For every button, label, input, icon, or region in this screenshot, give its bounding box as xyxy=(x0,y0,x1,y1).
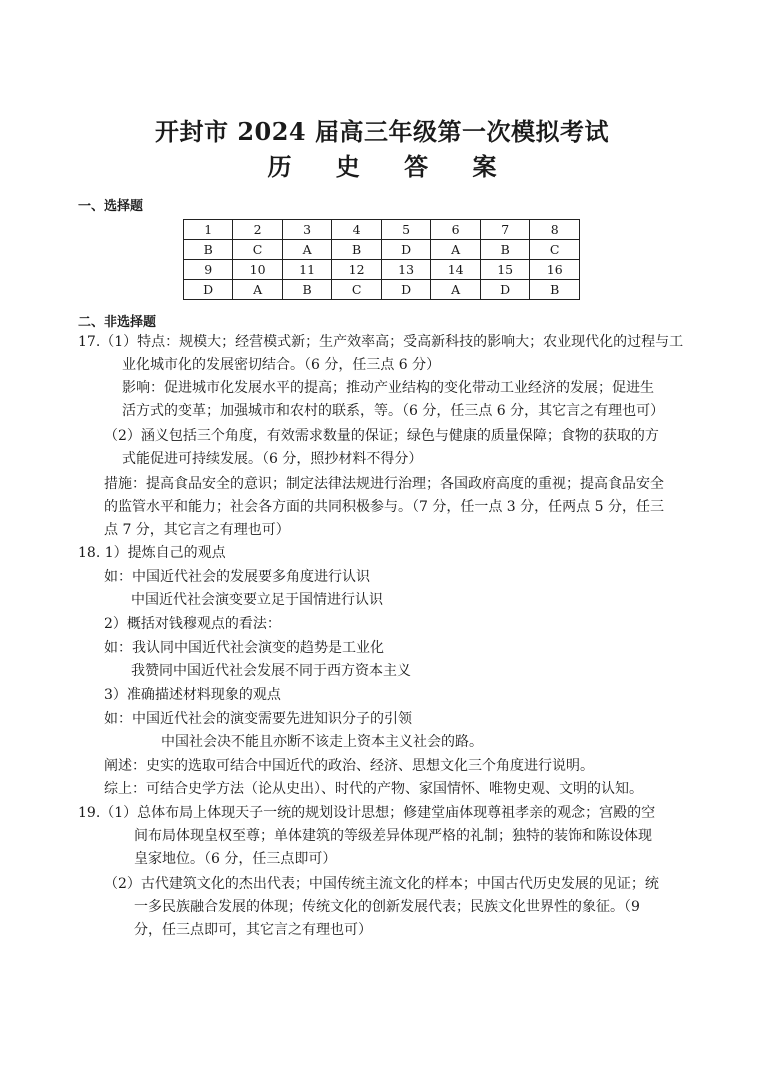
q18-line: 2）概括对钱穆观点的看法： xyxy=(104,616,281,632)
q18-line: 中国社会决不能且亦断不该走上资本主义社会的路。 xyxy=(161,734,483,750)
answer-key-cell: A xyxy=(431,280,481,300)
q17-line: （2）涵义包括三个角度，有效需求数量的保证；绿色与健康的质量保障；食物的获取的方 xyxy=(104,428,659,444)
question-number-cell: 14 xyxy=(431,260,481,280)
q17-line: 的监管水平和能力；社会各方面的共同积极参与。（7 分，任一点 3 分，任两点 5 分，任三 xyxy=(104,499,664,515)
question-number-cell: 5 xyxy=(381,220,431,240)
question-number-cell: 15 xyxy=(480,260,530,280)
question-number-cell: 6 xyxy=(431,220,481,240)
q19-line: 皇家地位。（6 分，任三点即可） xyxy=(134,851,337,867)
question-number-row xyxy=(184,260,580,280)
answer-key-cell: A xyxy=(233,280,283,300)
answer-key-cell: A xyxy=(282,240,332,260)
q17-line: 影响：促进城市化发展水平的提高；推动产业结构的变化带动工业经济的发展；促进生 xyxy=(122,380,654,396)
answer-key-cell: B xyxy=(480,240,530,260)
q17-line: 业化城市化的发展密切结合。（6 分，任三点 6 分） xyxy=(122,357,441,373)
question-number-cell: 2 xyxy=(233,220,283,240)
question-number-cell: 7 xyxy=(480,220,530,240)
question-number-cell: 1 xyxy=(184,220,233,240)
question-number-cell: 16 xyxy=(530,260,580,280)
answer-key-cell: D xyxy=(381,240,431,260)
question-number-row xyxy=(184,220,580,240)
section-heading-choice: 一、选择题 xyxy=(78,199,144,214)
answer-key-cell: B xyxy=(184,240,233,260)
q18-line: 我赞同中国近代社会发展不同于西方资本主义 xyxy=(131,663,411,679)
answer-key-cell: D xyxy=(184,280,233,300)
q19-line: 19.（1）总体布局上体现天子一统的规划设计思想；修建堂庙体现尊祖孝亲的观念；宫殿的空 xyxy=(78,805,656,821)
q17-line: 措施：提高食品安全的意识；制定法律法规进行治理；各国政府高度的重视；提高食品安全 xyxy=(104,476,664,492)
question-number-cell: 12 xyxy=(332,260,382,280)
q17-line: 点 7 分，其它言之有理也可） xyxy=(104,522,290,538)
question-number-cell: 8 xyxy=(530,220,580,240)
q19-line: （2）古代建筑文化的杰出代表；中国传统主流文化的样本；中国古代历史发展的见证；统 xyxy=(104,876,659,892)
section-heading-non-choice: 二、非选择题 xyxy=(78,315,157,330)
exam-subtitle: 历 史 答 案 xyxy=(267,152,515,181)
question-number-cell: 11 xyxy=(282,260,332,280)
q17-line: 式能促进可持续发展。（6 分，照抄材料不得分） xyxy=(122,451,423,467)
q18-line: 中国近代社会演变要立足于国情进行认识 xyxy=(131,592,383,608)
answer-key-cell: C xyxy=(233,240,283,260)
q18-line: 如：中国近代社会的发展要多角度进行认识 xyxy=(104,569,370,585)
q18-line: 18. 1）提炼自己的观点 xyxy=(78,545,226,561)
q18-line: 阐述：史实的选取可结合中国近代的政治、经济、思想文化三个角度进行说明。 xyxy=(104,758,594,774)
answer-table xyxy=(183,219,580,300)
answer-key-row xyxy=(184,280,580,300)
question-number-cell: 4 xyxy=(332,220,382,240)
q18-line: 如：我认同中国近代社会演变的趋势是工业化 xyxy=(104,640,384,656)
answer-key-cell: D xyxy=(381,280,431,300)
answer-key-cell: D xyxy=(480,280,530,300)
question-number-cell: 10 xyxy=(233,260,283,280)
q18-line: 3）准确描述材料现象的观点 xyxy=(104,687,281,703)
q18-line: 综上：可结合史学方法（论从史出）、时代的产物、家国情怀、唯物史观、文明的认知。 xyxy=(104,781,643,797)
answer-key-row xyxy=(184,240,580,260)
q18-line: 如：中国近代社会的演变需要先进知识分子的引领 xyxy=(104,711,412,727)
exam-title: 开封市 2024 届高三年级第一次模拟考试 xyxy=(154,117,609,146)
question-number-cell: 3 xyxy=(282,220,332,240)
q19-line: 分，任三点即可，其它言之有理也可） xyxy=(134,922,372,938)
answer-key-cell: C xyxy=(530,240,580,260)
answer-key-cell: B xyxy=(530,280,580,300)
q19-line: 间布局体现皇权至尊；单体建筑的等级差异体现严格的礼制；独特的装饰和陈设体现 xyxy=(134,828,652,844)
q17-line: 活方式的变革；加强城市和农村的联系，等。（6 分，任三点 6 分，其它言之有理也可） xyxy=(122,403,665,419)
answer-key-cell: B xyxy=(282,280,332,300)
q19-line: 一多民族融合发展的体现；传统文化的创新发展代表；民族文化世界性的象征。（9 xyxy=(134,899,640,915)
q17-line: 17.（1）特点：规模大；经营模式新；生产效率高；受高新科技的影响大；农业现代化的过程与工 xyxy=(78,334,684,350)
question-number-cell: 13 xyxy=(381,260,431,280)
answer-key-cell: A xyxy=(431,240,481,260)
question-number-cell: 9 xyxy=(184,260,233,280)
answer-key-cell: C xyxy=(332,280,382,300)
answer-key-cell: B xyxy=(332,240,382,260)
